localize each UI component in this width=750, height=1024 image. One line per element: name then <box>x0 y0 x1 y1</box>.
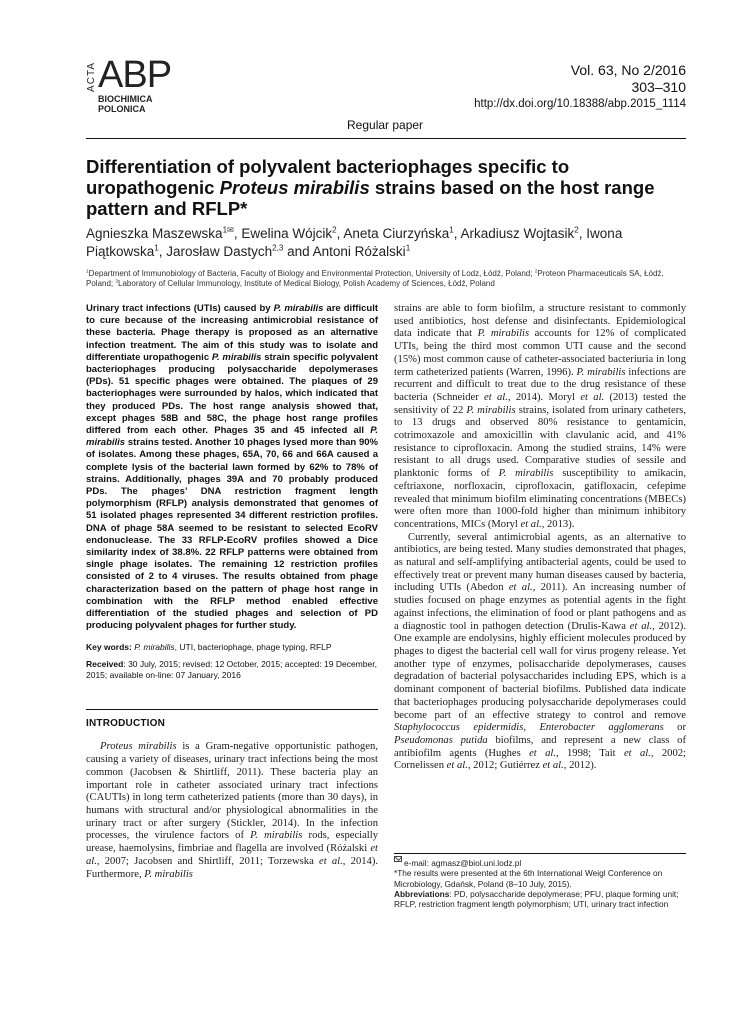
volume-issue: Vol. 63, No 2/2016 <box>570 62 686 78</box>
footnotes <box>394 853 686 909</box>
author-list: Agnieszka Maszewska$^{1✉}$, Ewelina Wójcik$^2$, Aneta Ciurzyńska$^1$, Arkadiusz Wojtasik$^2$, Iwona Piątkowska$^1$, Jarosław Dastych$^{2,3}$ and Antoni Różalski$^1$ <box>86 225 623 259</box>
section-heading-introduction: INTRODUCTION <box>86 718 166 730</box>
body-paragraph-2: Currently, several antimicrobial agents, as an alternative to antibiotics, are being tested. Many studies demonstrated that phages, as natural and self-amplifying antibacterial agents, could be used to effectively treat or prevent many human diseases caused by bacteria, including UTIs (Abedon et al., 2011). An increasing number of studies focused on phage enzymes as potential agents in the fight against infections, the elimination of food or plant pathogens and as a diagnostic tool in pathogen detection (Drulis-Kawa et al., 2012). One example are endolysins, highly efficient molecules produced by phages to digest the bacterial cell wall for virus progeny release. Yet another type of enzymes, polisaccharide depolymerases, causes degradation of bacterial polysaccharides including EPS, which is a dominant component of bacterial biofilms. Published data indicate that bacteriophages producing polysaccharide depolymerases could become part of an effective strategy to control and remove Staphylococcus epidermidis, Enterobacter agglomerans or Pseudomonas putida biofilms, and represent a new class of antibiofilm agents (Hughes et al., 1998; Tait et al., 2002; Cornelissen et al., 2012; Gutiérrez et al., 2012). <box>394 531 686 772</box>
left-column <box>86 303 378 881</box>
article-title: Differentiation of polyvalent bacteriophages specific to uropathogenic Proteus mirabilis strains based on the host range pattern and RFLP* <box>86 156 655 219</box>
intro-divider <box>86 709 378 710</box>
footnote-abbreviations: Abbreviations: PD, polysaccharide depolymerase; PFU, plaque forming unit; RFLP, restriction fragment length polymorphism; UTI, urinary tract infection <box>394 888 679 910</box>
page-range: 303–310 <box>631 79 686 95</box>
paper-type: Regular paper <box>347 118 424 132</box>
header-divider <box>86 138 686 139</box>
footnote-conference: *The results were presented at the 6th International Weigl Conference on Microbiology, Gdańsk, Poland (8–10 July, 2015). <box>394 868 663 889</box>
intro-paragraph: Proteus mirabilis is a Gram-negative opportunistic pathogen, causing a variety of diseases, urinary tract infections being the most common (Jacobsen & Shirtliff, 2011). These bacteria play an important role in catheter associated urinary tract infections (CAUTIs) in long term catheterized patients (more than 30 days), in humans with structural and/or physiological abnormalities in the urinary tract or after surgery (Stickler, 2014). In the infection processes, the virulence factors of P. mirabilis rods, especially urease, haemolysins, fimbriae and flagella are involved (Różalski et al., 2007; Jacobsen and Shirtliff, 2011; Torzewska et al., 2014). Furthermore, P. mirabilis <box>86 741 379 880</box>
logo-abp: ABP <box>98 54 172 96</box>
journal-logo <box>86 54 176 120</box>
envelope-icon <box>394 856 402 862</box>
affiliations: $^1$Department of Immunobiology of Bacteria, Faculty of Biology and Environmental Protection, University of Lodz, Łódź, Poland; $^2$Proteon Pharmaceuticals SA, Łódź, Poland; $^3$Laboratory of Cellular Immunology, Institute of Medical Biology, Polish Academy of Sciences, Łódź, Poland <box>86 269 664 288</box>
keywords: Key words: P. mirabilis, UTI, bacteriophage, phage typing, RFLP <box>86 642 332 653</box>
right-column <box>394 303 686 773</box>
email-address[interactable]: e-mail: agmasz@biol.uni.lodz.pl <box>404 858 522 868</box>
intro-text <box>86 741 378 881</box>
logo-acta: ACTA <box>86 62 97 92</box>
footnote-email <box>394 858 686 868</box>
received-dates: Received: 30 July, 2015; revised: 12 October, 2015; accepted: 19 December, 2015; available on-line: 07 January, 2016 <box>86 659 377 681</box>
journal-meta <box>474 62 686 112</box>
body-text-right <box>394 303 686 773</box>
abstract: Urinary tract infections (UTIs) caused by P. mirabilis are difficult to cure because of the increasing antimicrobial resistance of these bacteria. Phage therapy is proposed as an alternative infection treatment. The aim of this study was to isolate and differentiate uropathogenic P. mirabilis strain specific polyvalent bacteriophages producing polysaccharide depolymerases (PDs). 51 specific phages were obtained. The plaques of 29 bacteriophages were surrounded by halos, which indicated that they produced PDs. The host range analysis showed that, except phages 58B and 58C, the phage host range profiles differed from each other. Phages 35 and 45 infected all P. mirabilis strains tested. Another 10 phages lysed more than 90% of isolates. Among these phages, 65A, 70, 66 and 66A caused a complete lysis of the bacterial lawn formed by 62% to 78% of strains. Additionally, phages 39A and 70 probably produced PDs. The phages’ DNA restriction fragment length polymorphism (RFLP) analysis demonstrated that genomes of 51 isolated phages represented 34 different restriction profiles. DNA of phage 58A seemed to be resistant to selected EcoRV endonuclease. The 33 RFLP-EcoRV profiles showed a Dice similarity index of 38.8%. 22 RFLP patterns were obtained from single phage isolates. The remaining 12 restriction profiles consisted of 2 to 4 viruses. The results obtained from phage characterization based on the pattern of phage host range in combination with the RFLP method enabled effective differentiation of the studied phages and selection of PD producing polyvalent phages for further study. <box>86 303 379 632</box>
body-paragraph-1: strains are able to form biofilm, a structure resistant to commonly used antibiotics, host defense and disinfectants. Epidemiological data indicate that P. mirabilis accounts for 12% of complicated UTIs, being the third most common UTI cause and the second (15%) most common cause of catheter-associated bacteriuria in long term catheterized patients (Warren, 1996). P. mirabilis infections are recurrent and difficult to treat due to the drug resistance of these bacteria (Schneider et al., 2014). Moryl et al. (2013) tested the sensitivity of 22 P. mirabilis strains, isolated from urinary catheters, to 13 drugs and observed 80% resistance to gentamicin, cotrimoxazole and amoxicillin with clavulanic acid, and 41% resistance to ciprofloxacin. Among the studied strains, 14% were resistant to all drugs used. Comparative studies of sessile and planktonic forms of P. mirabilis susceptibility to amikacin, ceftriaxone, norfloxacin, ciprofloxacin, gatifloxacin, cefepime revealed that minimum biofilm eliminating concentrations (MBECs) were often more than 1000-fold higher than minimum inhibitory concentrations, MICs (Moryl et al., 2013). <box>394 303 686 530</box>
doi-link[interactable]: http://dx.doi.org/10.18388/abp.2015_1114 <box>474 98 686 110</box>
footnote-divider <box>394 853 686 854</box>
logo-subtitle: BIOCHIMICA POLONICA <box>98 94 153 114</box>
